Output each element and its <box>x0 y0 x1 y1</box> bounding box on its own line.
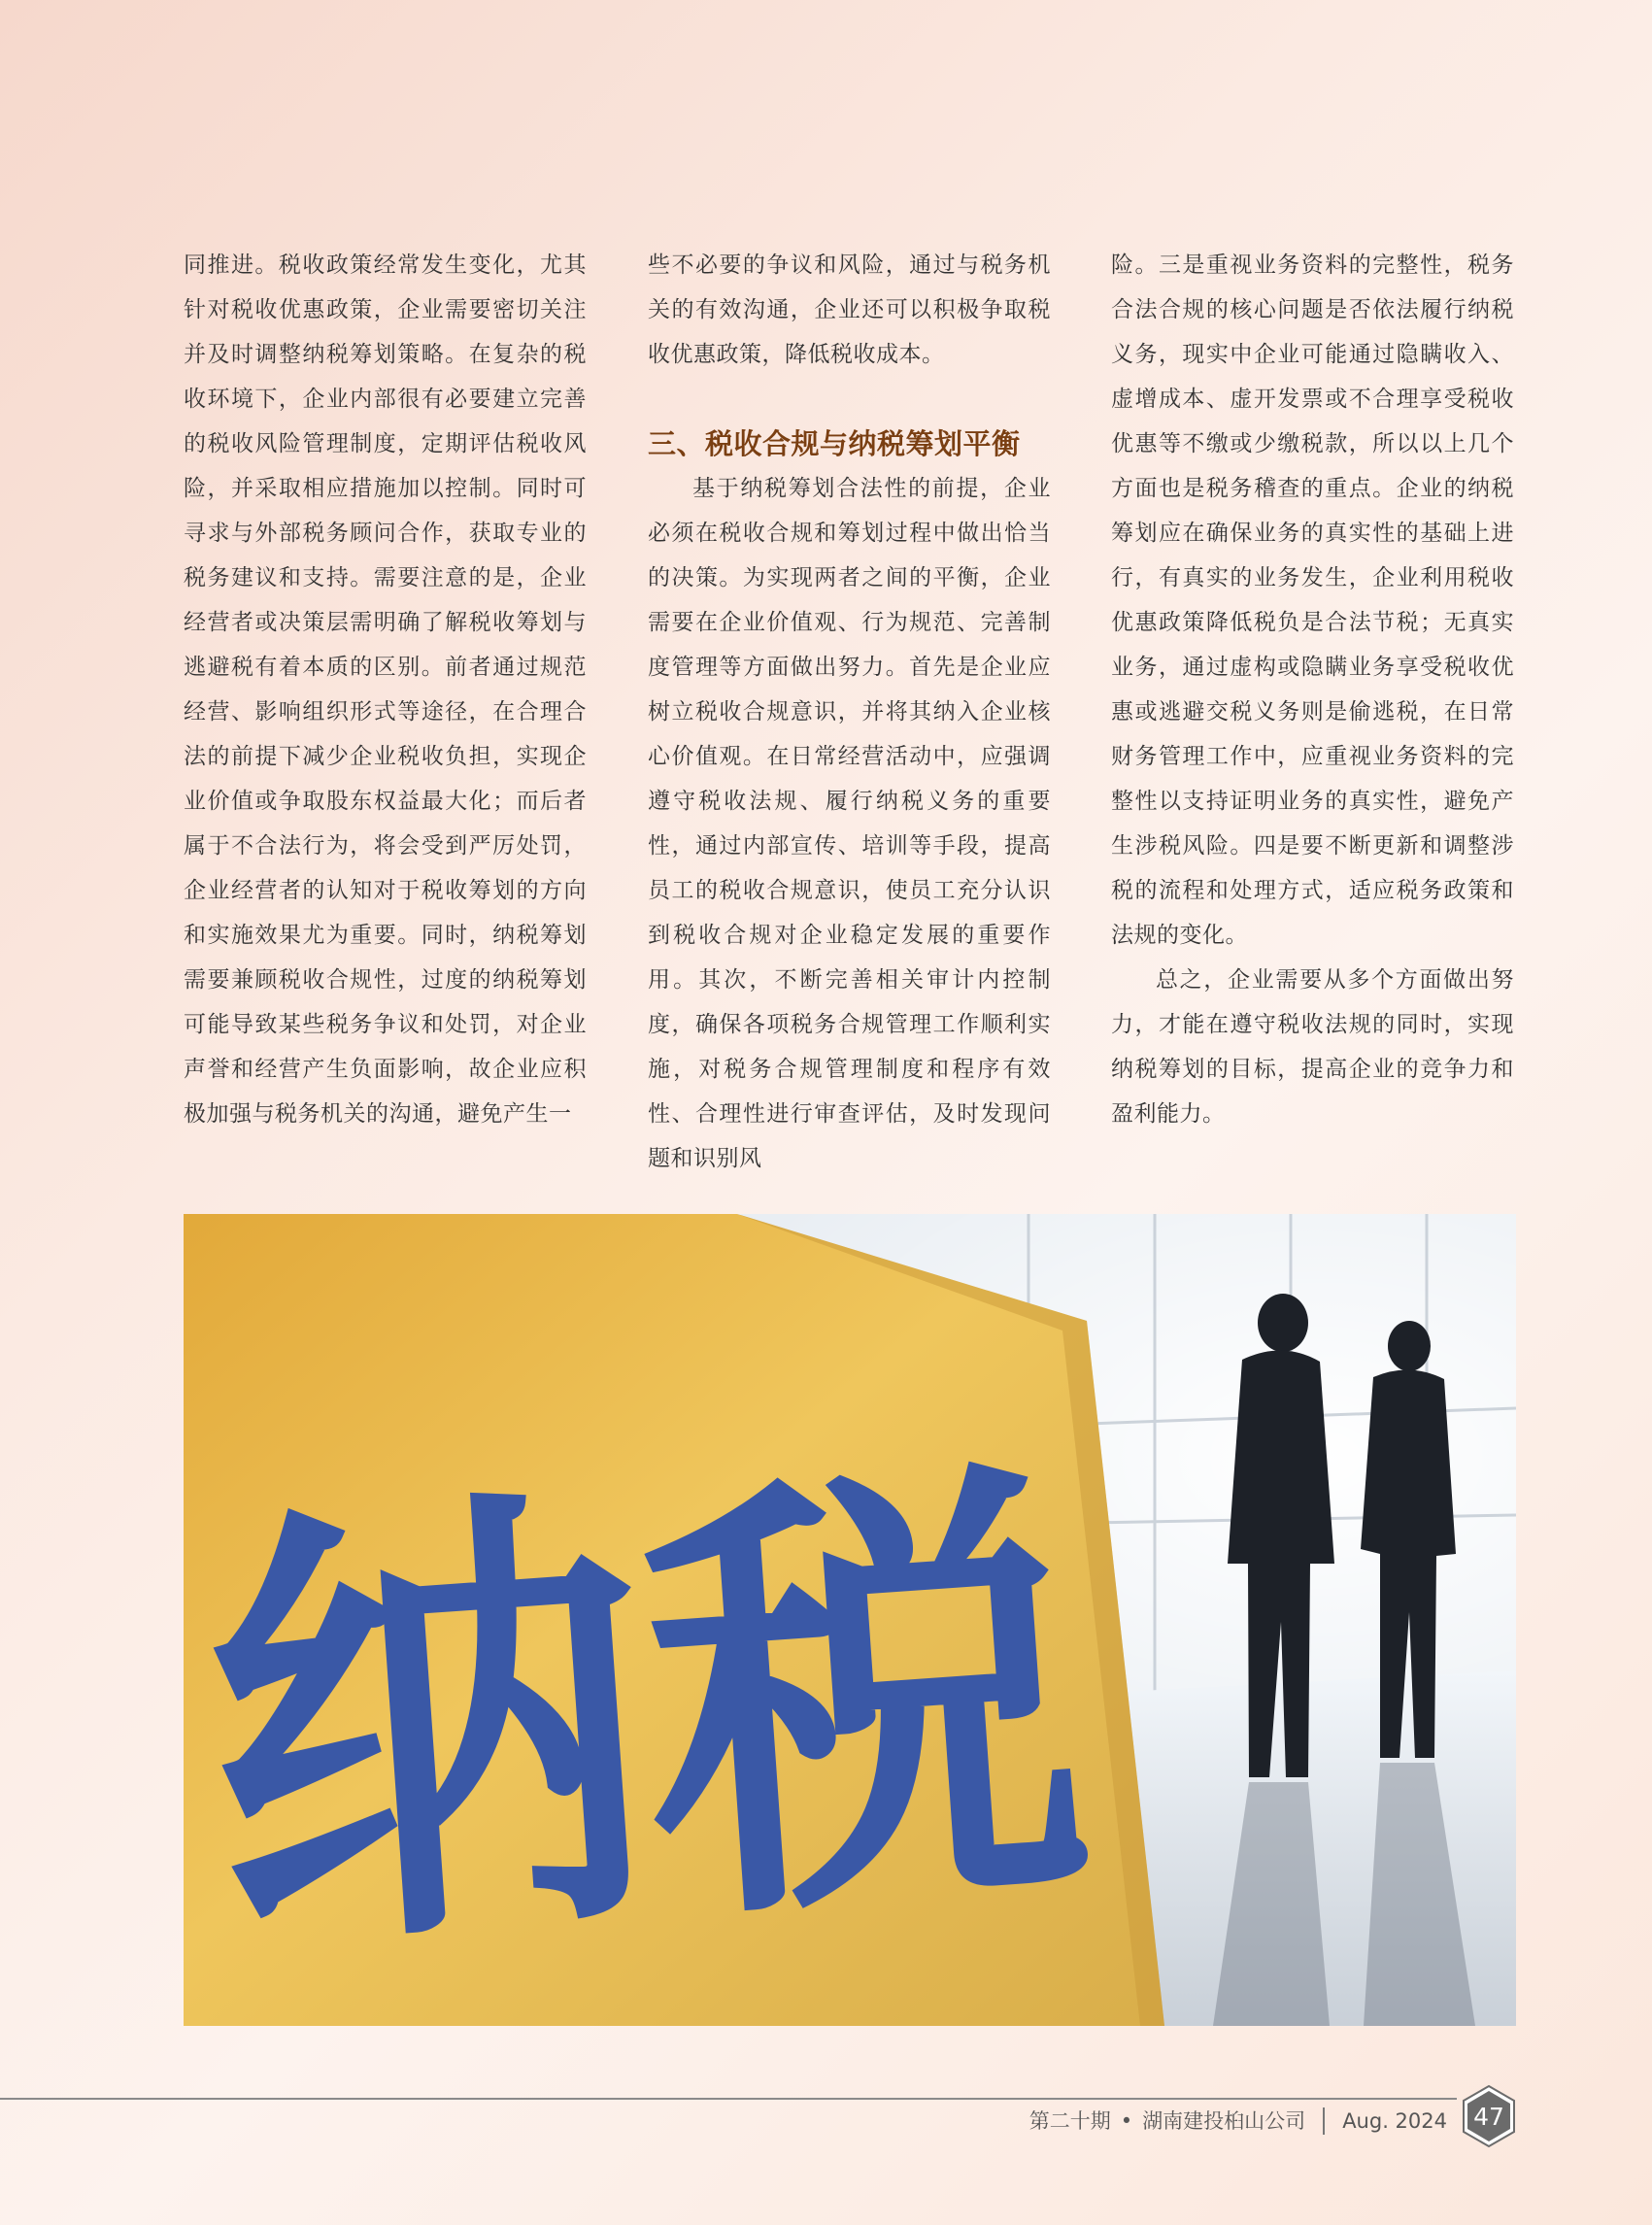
footer <box>971 2104 1447 2139</box>
tax-photo <box>184 1214 1516 2026</box>
issue-label: 第二十期 <box>1028 2109 1111 2133</box>
company-name: 湖南建投桕山公司 <box>1142 2109 1306 2133</box>
page-number: 47 <box>1473 2102 1504 2131</box>
text-column-3 <box>1111 243 1514 1136</box>
paragraph: 些不必要的争议和风险，通过与税务机关的有效沟通，企业还可以积极争取税收优惠政策，降低税收成本。 <box>648 253 1051 367</box>
footer-rule <box>0 2098 1457 2100</box>
paragraph: 险。三是重视业务资料的完整性，税务合法合规的核心问题是否依法履行纳税义务，现实中企业可能通过隐瞒收入、虚增成本、虚开发票或不合理享受税收优惠等不缴或少缴税款，所以以上几个方面也是税务稽查的重点。企业的纳税筹划应在确保业务的真实性的基础上进行，有真实的业务发生，企业利用税收优惠政策降低税负是合法节税；无真实业务，通过虚构或隐瞒业务享受税收优惠或逃避交税义务则是偷逃税，在日常财务管理工作中，应重视业务资料的完整性以支持证明业务的真实性，避免产生涉税风险。四是要不断更新和调整涉税的流程和处理方式，适应税务政策和法规的变化。 <box>1111 253 1514 948</box>
paragraph: 总之，企业需要从多个方面做出努力，才能在遵守税收法规的同时，实现纳税筹划的目标，提高企业的竞争力和盈利能力。 <box>1111 967 1514 1127</box>
section-heading: 三、税收合规与纳税筹划平衡 <box>648 427 1021 460</box>
page-number-badge <box>1461 2084 1517 2148</box>
footer-divider <box>1323 2107 1325 2135</box>
issue-date: Aug. 2024 <box>1342 2109 1447 2133</box>
photo-illustration <box>184 1214 1516 2026</box>
text-column-2 <box>648 243 1051 1181</box>
paragraph: 同推进。税收政策经常发生变化，尤其针对税收优惠政策，企业需要密切关注并及时调整纳税筹划策略。在复杂的税收环境下，企业内部很有必要建立完善的税收风险管理制度，定期评估税收风险，并采取相应措施加以控制。同时可寻求与外部税务顾问合作，获取专业的税务建议和支持。需要注意的是，企业经营者或决策层需明确了解税收筹划与逃避税有着本质的区别。前者通过规范经营、影响组织形式等途径，在合理合法的前提下减少企业税收负担，实现企业价值或争取股东权益最大化；而后者属于不合法行为，将会受到严厉处罚，企业经营者的认知对于税收筹划的方向和实施效果尤为重要。同时，纳税筹划需要兼顾税收合规性，过度的纳税筹划可能导致某些税务争议和处罚，对企业声誉和经营产生负面影响，故企业应积极加强与税务机关的沟通，避免产生一 <box>184 253 587 1127</box>
bullet-separator: • <box>1120 2109 1133 2133</box>
paragraph: 基于纳税筹划合法性的前提，企业必须在税收合规和筹划过程中做出恰当的决策。为实现两者之间的平衡，企业需要在企业价值观、行为规范、完善制度管理等方面做出努力。首先是企业应树立税收合规意识，并将其纳入企业核心价值观。在日常经营活动中，应强调遵守税收法规、履行纳税义务的重要性，通过内部宣传、培训等手段，提高员工的税收合规意识，使员工充分认识到税收合规对企业稳定发展的重要作用。其次，不断完善相关审计内控制度，确保各项税务合规管理工作顺利实施，对税务合规管理制度和程序有效性、合理性进行审查评估，及时发现问题和识别风 <box>648 476 1051 1171</box>
sign-text: 纳税 <box>193 1417 1142 2011</box>
text-column-1 <box>184 243 587 1136</box>
